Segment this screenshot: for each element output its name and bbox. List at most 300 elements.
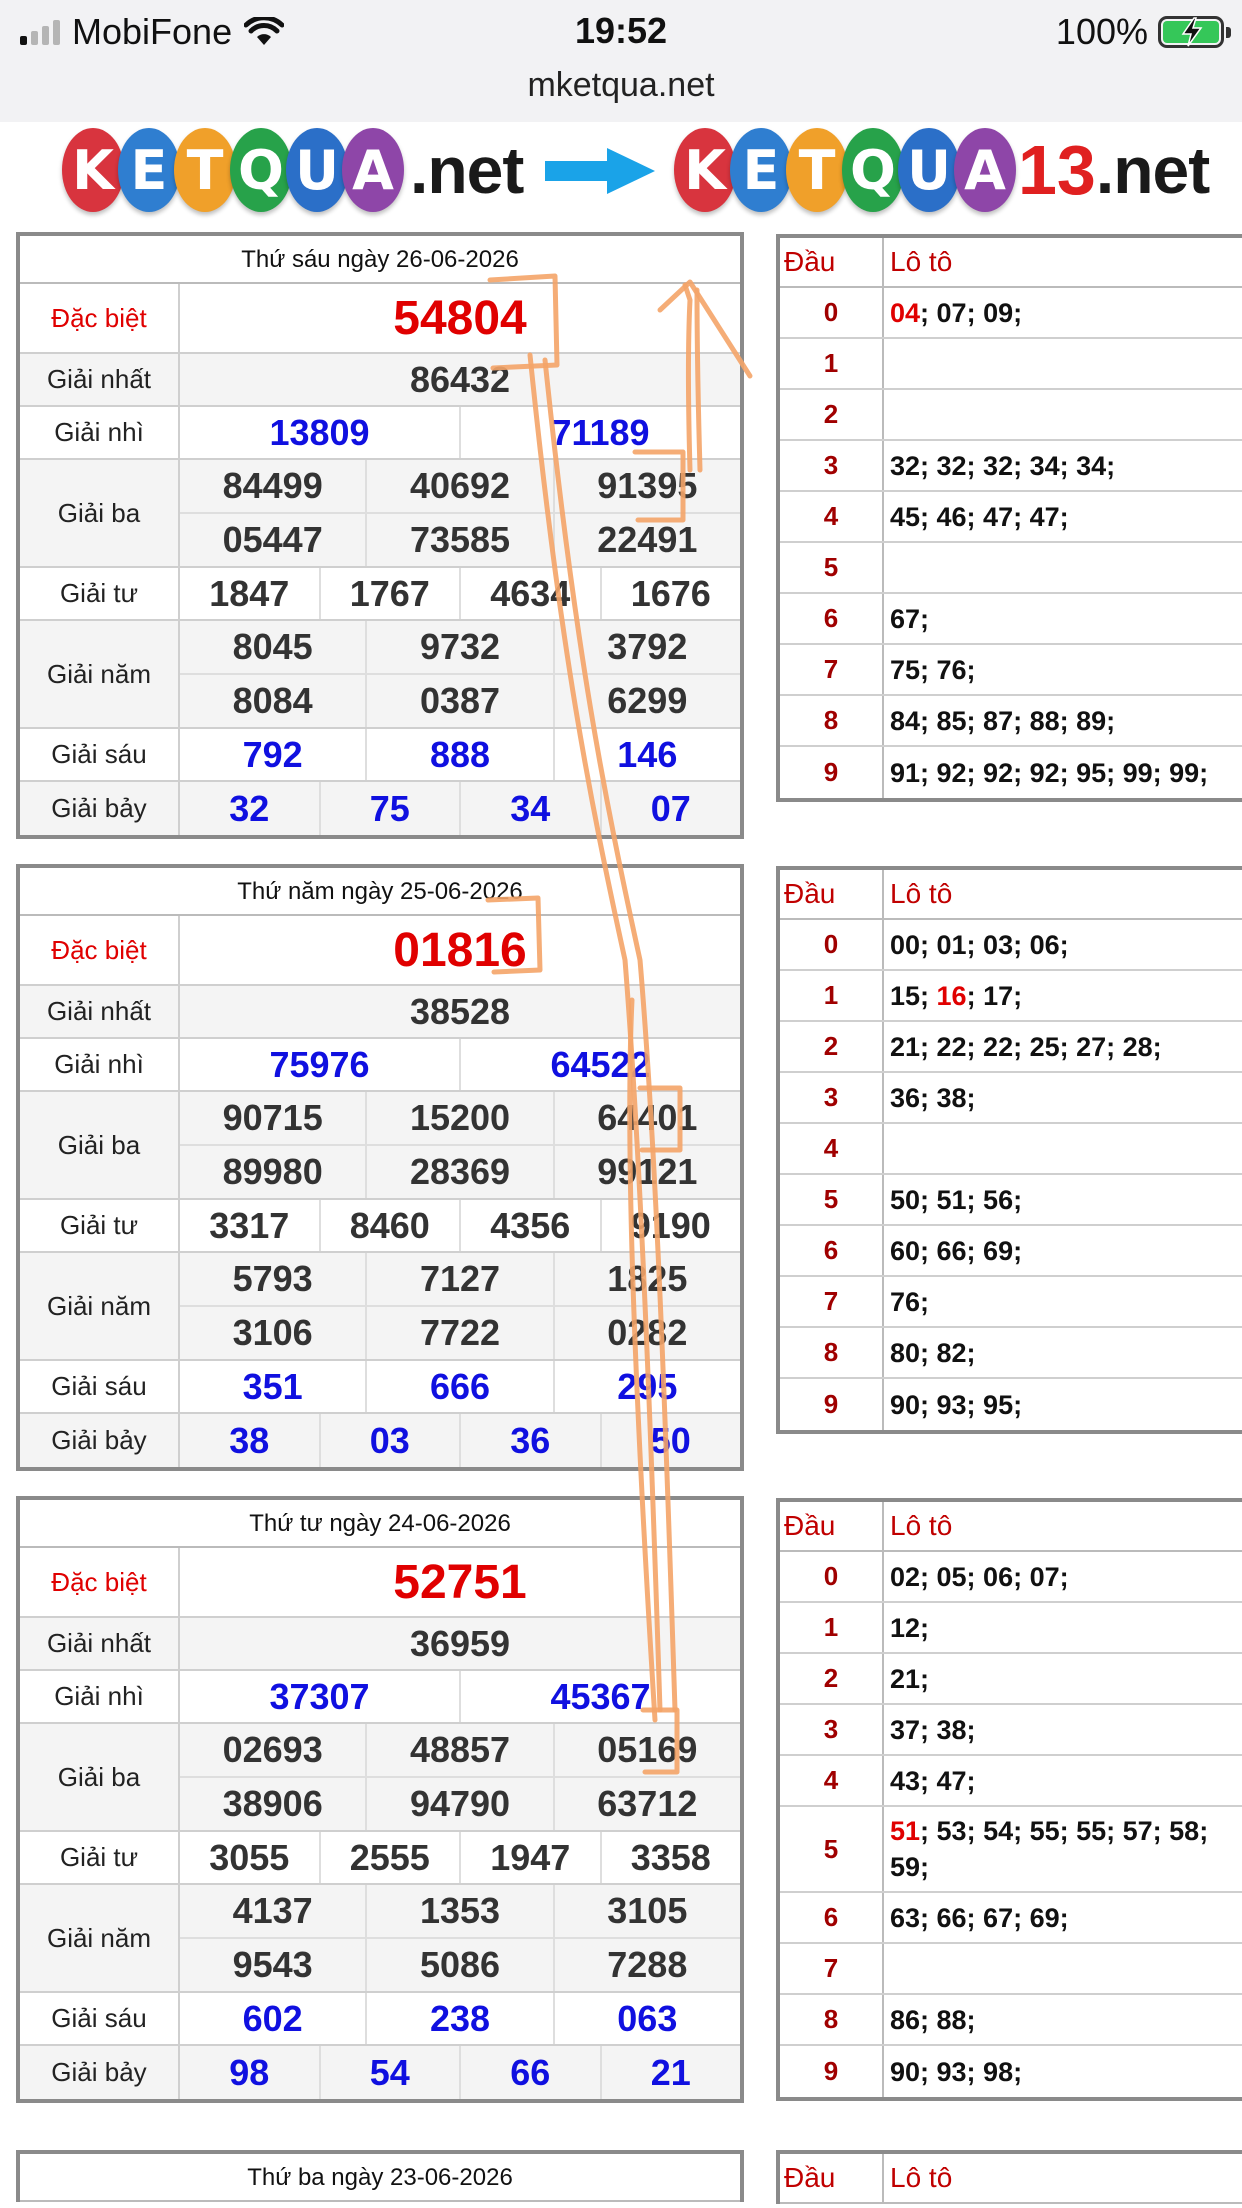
prize-label: Giải tư xyxy=(20,1832,180,1883)
loto-text xyxy=(890,1763,976,1799)
draw-date: Thứ ba ngày 23-06-2026 xyxy=(20,2154,740,2202)
prize-number[interactable]: 05169 xyxy=(553,1724,740,1776)
logo-old xyxy=(62,128,523,212)
loto-row xyxy=(780,1995,1242,2046)
prize-number[interactable]: 91395 xyxy=(553,460,740,512)
loto-text xyxy=(890,1080,976,1116)
prize-number[interactable]: 3105 xyxy=(553,1885,740,1937)
prize-label: Giải bảy xyxy=(20,2046,180,2099)
loto-values xyxy=(884,920,1242,969)
loto-digit: 5 xyxy=(780,543,884,592)
loto-digit: 1 xyxy=(780,971,884,1020)
prize-number[interactable]: 3106 xyxy=(232,1312,313,1353)
prize-label: Giải nhất xyxy=(20,1618,180,1669)
loto-number: ; 17; xyxy=(966,980,1023,1011)
loto-text xyxy=(890,499,1069,535)
loto-values xyxy=(884,1705,1242,1754)
prize-number[interactable]: 3317 xyxy=(209,1204,290,1246)
url-bar[interactable] xyxy=(0,62,1242,122)
prize-number[interactable]: 05447 xyxy=(222,519,323,560)
logo-letter: E xyxy=(730,128,792,212)
logo-number: 13 xyxy=(1018,131,1096,209)
loto-row xyxy=(780,1226,1242,1277)
prize-number[interactable]: 3792 xyxy=(553,621,740,673)
loto-row xyxy=(780,1705,1242,1756)
prize-line xyxy=(180,1724,740,1776)
loto-number: 37; 38; xyxy=(890,1714,976,1745)
prize-row-first xyxy=(20,354,740,407)
loto-digit: 5 xyxy=(780,1807,884,1891)
prize-row-seventh xyxy=(20,782,740,835)
prize-number[interactable]: 3055 xyxy=(209,1836,290,1878)
loto-number: 86; 88; xyxy=(890,2004,976,2035)
loto-header xyxy=(780,2154,1242,2204)
prize-number[interactable]: 792 xyxy=(242,733,303,775)
prize-line xyxy=(180,354,740,405)
prize-values xyxy=(180,2046,740,2099)
prize-number[interactable]: 40692 xyxy=(365,460,552,512)
prize-number[interactable]: 4634 xyxy=(459,568,600,619)
prize-label: Giải ba xyxy=(20,460,180,566)
loto-number: 32; 32; 32; 34; 34; xyxy=(890,450,1116,481)
prize-number[interactable]: 4137 xyxy=(232,1890,313,1931)
loto-number: 90; 93; 95; xyxy=(890,1389,1023,1420)
prize-line xyxy=(180,1039,740,1090)
prize-number[interactable]: 54 xyxy=(319,2046,460,2099)
status-bar xyxy=(0,0,1242,62)
prize-number[interactable]: 8460 xyxy=(319,1200,460,1251)
loto-text xyxy=(890,1284,929,1320)
prize-label: Giải năm xyxy=(20,1885,180,1991)
prize-line xyxy=(180,916,740,984)
prize-row-fourth xyxy=(20,1832,740,1885)
prize-label: Giải nhì xyxy=(20,1039,180,1090)
loto-number: 21; xyxy=(890,1663,930,1694)
prize-number[interactable]: 295 xyxy=(553,1361,740,1412)
loto-head-label: Đầu xyxy=(780,2154,884,2202)
prize-values xyxy=(180,568,740,619)
loto-number: 50; 51; 56; xyxy=(890,1184,1023,1215)
loto-text xyxy=(890,1661,929,1697)
prize-values xyxy=(180,1092,740,1198)
prize-number[interactable]: 22491 xyxy=(553,514,740,566)
loto-values xyxy=(884,492,1242,541)
prize-number[interactable]: 54804 xyxy=(393,291,527,345)
prize-label: Giải sáu xyxy=(20,729,180,780)
prize-label: Giải năm xyxy=(20,621,180,727)
loto-digit: 3 xyxy=(780,1705,884,1754)
prize-number[interactable]: 90715 xyxy=(222,1097,323,1138)
loto-digit: 4 xyxy=(780,492,884,541)
prize-line xyxy=(180,2046,740,2099)
prize-values xyxy=(180,1361,740,1412)
prize-row-sixth xyxy=(20,1993,740,2046)
prize-values xyxy=(180,1724,740,1830)
loto-values xyxy=(884,339,1242,388)
loto-values xyxy=(884,1893,1242,1942)
loto-row xyxy=(780,2046,1242,2097)
loto-row xyxy=(780,696,1242,747)
loto-text xyxy=(890,1813,1240,1885)
prize-number[interactable]: 01816 xyxy=(393,923,527,977)
loto-row xyxy=(780,441,1242,492)
prize-number[interactable]: 03 xyxy=(319,1414,460,1467)
draw-date: Thứ năm ngày 25-06-2026 xyxy=(20,868,740,916)
prize-number[interactable]: 37307 xyxy=(269,1675,370,1717)
prize-number[interactable]: 9190 xyxy=(600,1200,741,1251)
prize-number[interactable]: 2555 xyxy=(319,1832,460,1883)
prize-number[interactable]: 86432 xyxy=(409,358,511,400)
status-right xyxy=(1056,10,1224,54)
logo-suffix: .net xyxy=(410,133,524,207)
loto-digit: 5 xyxy=(780,1175,884,1224)
loto-row xyxy=(780,1073,1242,1124)
prize-line xyxy=(180,1361,740,1412)
prize-number[interactable]: 52751 xyxy=(393,1555,527,1609)
prize-number[interactable]: 89980 xyxy=(222,1151,323,1192)
prize-number[interactable]: 73585 xyxy=(365,514,552,566)
prize-number[interactable]: 21 xyxy=(600,2046,741,2099)
prize-line xyxy=(180,729,740,780)
prize-line xyxy=(180,1305,740,1359)
prize-line xyxy=(180,512,740,566)
loto-values xyxy=(884,390,1242,439)
prize-row-fifth xyxy=(20,621,740,729)
loto-header xyxy=(780,870,1242,920)
loto-special-number: 51 xyxy=(890,1816,921,1846)
site-banner[interactable] xyxy=(0,122,1242,222)
prize-number[interactable]: 7288 xyxy=(553,1939,740,1991)
prize-number[interactable]: 3358 xyxy=(600,1832,741,1883)
prize-line xyxy=(180,1144,740,1198)
prize-line xyxy=(180,1832,740,1883)
loto-row xyxy=(780,288,1242,339)
loto-text xyxy=(890,448,1115,484)
loto-tail-label: Lô tô xyxy=(890,1510,953,1541)
loto-digit: 0 xyxy=(780,288,884,337)
loto-number: 67; xyxy=(890,603,930,634)
prize-number[interactable]: 28369 xyxy=(365,1146,552,1198)
logo-letter: K xyxy=(62,128,124,212)
url-text: mketqua.net xyxy=(527,66,715,104)
loto-number: 84; 85; 87; 88; 89; xyxy=(890,705,1116,736)
prize-number[interactable]: 38528 xyxy=(409,990,511,1032)
prize-number[interactable]: 4356 xyxy=(459,1200,600,1251)
prize-number[interactable]: 1847 xyxy=(209,572,290,614)
loto-row xyxy=(780,1124,1242,1175)
prize-number[interactable]: 07 xyxy=(600,782,741,835)
prize-number[interactable]: 48857 xyxy=(365,1724,552,1776)
prize-values xyxy=(180,460,740,566)
loto-digit: 4 xyxy=(780,1124,884,1173)
prize-line xyxy=(180,1993,740,2044)
prize-line xyxy=(180,1885,740,1937)
prize-label: Giải nhì xyxy=(20,1671,180,1722)
loto-number: 43; 47; xyxy=(890,1765,976,1796)
prize-row-seventh xyxy=(20,2046,740,2099)
loto-text xyxy=(890,703,1115,739)
loto-values xyxy=(884,543,1242,592)
loto-digit: 8 xyxy=(780,1995,884,2044)
prize-number[interactable]: 71189 xyxy=(459,407,740,458)
loto-text xyxy=(890,978,1022,1014)
loto-digit: 8 xyxy=(780,1328,884,1377)
logo-suffix: .net xyxy=(1095,133,1210,207)
prize-line xyxy=(180,673,740,727)
prize-line xyxy=(180,407,740,458)
loto-values xyxy=(884,1807,1242,1891)
prize-number[interactable]: 1676 xyxy=(600,568,741,619)
prize-number[interactable]: 02693 xyxy=(222,1729,323,1770)
prize-number[interactable]: 9732 xyxy=(365,621,552,673)
prize-number[interactable]: 75976 xyxy=(269,1043,370,1085)
prize-number[interactable]: 0282 xyxy=(553,1307,740,1359)
loto-digit: 4 xyxy=(780,1756,884,1805)
loto-digit: 9 xyxy=(780,747,884,798)
prize-number[interactable]: 5793 xyxy=(232,1258,313,1299)
prize-line xyxy=(180,1092,740,1144)
prize-number[interactable]: 063 xyxy=(553,1993,740,2044)
prize-number[interactable]: 1353 xyxy=(365,1885,552,1937)
prize-label: Đặc biệt xyxy=(20,1548,180,1616)
prize-label: Đặc biệt xyxy=(20,284,180,352)
prize-line xyxy=(180,782,740,835)
prize-label: Giải tư xyxy=(20,568,180,619)
prize-number[interactable]: 38906 xyxy=(222,1783,323,1824)
loto-number: 21; 22; 22; 25; 27; 28; xyxy=(890,1031,1162,1062)
prize-number[interactable]: 8084 xyxy=(232,680,313,721)
prize-number[interactable]: 1767 xyxy=(319,568,460,619)
loto-values xyxy=(884,594,1242,643)
loto-number: 80; 82; xyxy=(890,1337,976,1368)
prize-label: Đặc biệt xyxy=(20,916,180,984)
loto-row xyxy=(780,920,1242,971)
prize-number[interactable]: 8045 xyxy=(232,626,313,667)
loto-row xyxy=(780,390,1242,441)
prize-line xyxy=(180,460,740,512)
loto-row xyxy=(780,543,1242,594)
loto-values xyxy=(884,1124,1242,1173)
prize-line xyxy=(180,1200,740,1251)
prize-values xyxy=(180,782,740,835)
arrow-right-icon xyxy=(545,148,655,194)
prize-number[interactable]: 66 xyxy=(459,2046,600,2099)
loto-digit: 6 xyxy=(780,1226,884,1275)
loto-row xyxy=(780,1654,1242,1705)
loto-row xyxy=(780,1379,1242,1430)
prize-row-third xyxy=(20,1724,740,1832)
loto-tail-label: Lô tô xyxy=(890,246,953,277)
prize-number[interactable]: 64522 xyxy=(459,1039,740,1090)
prize-row-seventh xyxy=(20,1414,740,1467)
logo-letter: U xyxy=(898,128,960,212)
prize-number[interactable]: 94790 xyxy=(365,1778,552,1830)
loto-row xyxy=(780,1022,1242,1073)
prize-label: Giải nhất xyxy=(20,986,180,1037)
loto-text xyxy=(890,2002,976,2038)
loto-values xyxy=(884,1552,1242,1601)
prize-number[interactable]: 7127 xyxy=(365,1253,552,1305)
prize-line xyxy=(180,568,740,619)
prize-number[interactable]: 6299 xyxy=(553,675,740,727)
prize-number[interactable]: 9543 xyxy=(232,1944,313,1985)
prize-values xyxy=(180,986,740,1037)
prize-row-first xyxy=(20,1618,740,1671)
loto-values xyxy=(884,1226,1242,1275)
prize-number[interactable]: 98 xyxy=(229,2051,270,2093)
prize-label: Giải sáu xyxy=(20,1993,180,2044)
prize-number[interactable]: 38 xyxy=(229,1419,270,1461)
results-table-partial xyxy=(16,2150,744,2202)
loto-text xyxy=(890,1029,1162,1065)
prize-values xyxy=(180,1039,740,1090)
loto-text xyxy=(890,1335,976,1371)
loto-digit: 7 xyxy=(780,1944,884,1993)
draw-date: Thứ tư ngày 24-06-2026 xyxy=(20,1500,740,1548)
logo-letter: U xyxy=(286,128,348,212)
loto-digit: 6 xyxy=(780,1893,884,1942)
loto-digit: 1 xyxy=(780,339,884,388)
prize-row-special xyxy=(20,284,740,354)
loto-values xyxy=(884,441,1242,490)
prize-label: Giải tư xyxy=(20,1200,180,1251)
prize-row-special xyxy=(20,916,740,986)
prize-row-sixth xyxy=(20,729,740,782)
logo-letter: A xyxy=(342,128,404,212)
loto-number: 91; 92; 92; 92; 95; 99; 99; xyxy=(890,757,1209,788)
prize-values xyxy=(180,407,740,458)
prize-number[interactable]: 1947 xyxy=(459,1832,600,1883)
prize-number[interactable]: 602 xyxy=(242,1997,303,2039)
prize-line xyxy=(180,1776,740,1830)
prize-number[interactable]: 36 xyxy=(459,1414,600,1467)
loto-text xyxy=(890,1182,1022,1218)
loto-special-number: 04 xyxy=(890,297,921,328)
loto-row xyxy=(780,1807,1242,1893)
loto-values xyxy=(884,1022,1242,1071)
prize-number[interactable]: 1825 xyxy=(553,1253,740,1305)
loto-row xyxy=(780,645,1242,696)
prize-line xyxy=(180,986,740,1037)
prize-values xyxy=(180,1200,740,1251)
prize-number[interactable]: 351 xyxy=(242,1365,303,1407)
loto-values xyxy=(884,971,1242,1020)
prize-number[interactable]: 666 xyxy=(365,1361,552,1412)
prize-number[interactable]: 238 xyxy=(365,1993,552,2044)
loto-head-label: Đầu xyxy=(780,238,884,286)
prize-row-second xyxy=(20,407,740,460)
prize-number[interactable]: 64401 xyxy=(553,1092,740,1144)
prize-row-sixth xyxy=(20,1361,740,1414)
loto-number: ; 53; 54; 55; 55; 57; 58; 59; xyxy=(890,1816,1209,1882)
loto-values xyxy=(884,1944,1242,1993)
results-table xyxy=(16,232,744,839)
loto-values xyxy=(884,2046,1242,2097)
loto-digit: 0 xyxy=(780,1552,884,1601)
loto-values xyxy=(884,1654,1242,1703)
battery-icon xyxy=(1158,16,1224,48)
prize-number[interactable]: 63712 xyxy=(553,1778,740,1830)
loto-digit: 9 xyxy=(780,2046,884,2097)
loto-values xyxy=(884,1328,1242,1377)
loto-tail-label: Lô tô xyxy=(890,2162,953,2193)
prize-number[interactable]: 32 xyxy=(229,787,270,829)
prize-label: Giải ba xyxy=(20,1092,180,1198)
loto-number: 02; 05; 06; 07; xyxy=(890,1561,1069,1592)
prize-label: Giải nhì xyxy=(20,407,180,458)
prize-number[interactable]: 50 xyxy=(600,1414,741,1467)
prize-number[interactable]: 34 xyxy=(459,782,600,835)
loto-values xyxy=(884,1756,1242,1805)
loto-digit: 2 xyxy=(780,390,884,439)
prize-label: Giải sáu xyxy=(20,1361,180,1412)
prize-number[interactable]: 15200 xyxy=(365,1092,552,1144)
prize-values xyxy=(180,284,740,352)
prize-number[interactable]: 7722 xyxy=(365,1307,552,1359)
loto-digit: 1 xyxy=(780,1603,884,1652)
loto-table xyxy=(776,1498,1242,2101)
loto-text xyxy=(890,1712,976,1748)
prize-values xyxy=(180,1671,740,1722)
loto-number: 90; 93; 98; xyxy=(890,2056,1023,2087)
prize-label: Giải năm xyxy=(20,1253,180,1359)
loto-special-number: 16 xyxy=(936,980,967,1011)
loto-values xyxy=(884,1379,1242,1430)
prize-row-special xyxy=(20,1548,740,1618)
logo-letter: Q xyxy=(842,128,904,212)
prize-row-first xyxy=(20,986,740,1039)
prize-number[interactable]: 75 xyxy=(319,782,460,835)
prize-number[interactable]: 99121 xyxy=(553,1146,740,1198)
loto-digit: 9 xyxy=(780,1379,884,1430)
prize-line xyxy=(180,1671,740,1722)
prize-number[interactable]: 84499 xyxy=(222,465,323,506)
loto-values xyxy=(884,1277,1242,1326)
prize-number[interactable]: 5086 xyxy=(365,1939,552,1991)
loto-row xyxy=(780,1175,1242,1226)
prize-number[interactable]: 888 xyxy=(365,729,552,780)
loto-text xyxy=(890,1559,1069,1595)
loto-number: ; 07; 09; xyxy=(920,297,1023,328)
loto-head-label: Đầu xyxy=(780,870,884,918)
logo-letter: Q xyxy=(230,128,292,212)
loto-values xyxy=(884,288,1242,337)
loto-values xyxy=(884,696,1242,745)
loto-digit: 7 xyxy=(780,645,884,694)
prize-row-third xyxy=(20,1092,740,1200)
loto-digit: 3 xyxy=(780,441,884,490)
loto-number: 76; xyxy=(890,1286,930,1317)
loto-text xyxy=(890,1900,1069,1936)
loto-number: 45; 46; 47; 47; xyxy=(890,501,1069,532)
prize-values xyxy=(180,916,740,984)
loto-number: 60; 66; 69; xyxy=(890,1235,1023,1266)
loto-row xyxy=(780,492,1242,543)
prize-number[interactable]: 36959 xyxy=(409,1622,511,1664)
loto-tail-label: Lô tô xyxy=(890,878,953,909)
prize-row-fifth xyxy=(20,1253,740,1361)
prize-row-fourth xyxy=(20,568,740,621)
logo-new xyxy=(674,128,1209,212)
loto-digit: 3 xyxy=(780,1073,884,1122)
prize-number[interactable]: 146 xyxy=(553,729,740,780)
prize-number[interactable]: 0387 xyxy=(365,675,552,727)
loto-table-partial xyxy=(776,2150,1242,2204)
prize-values xyxy=(180,1993,740,2044)
loto-number: 15; xyxy=(890,980,937,1011)
prize-number[interactable]: 45367 xyxy=(459,1671,740,1722)
prize-number[interactable]: 13809 xyxy=(269,411,370,453)
